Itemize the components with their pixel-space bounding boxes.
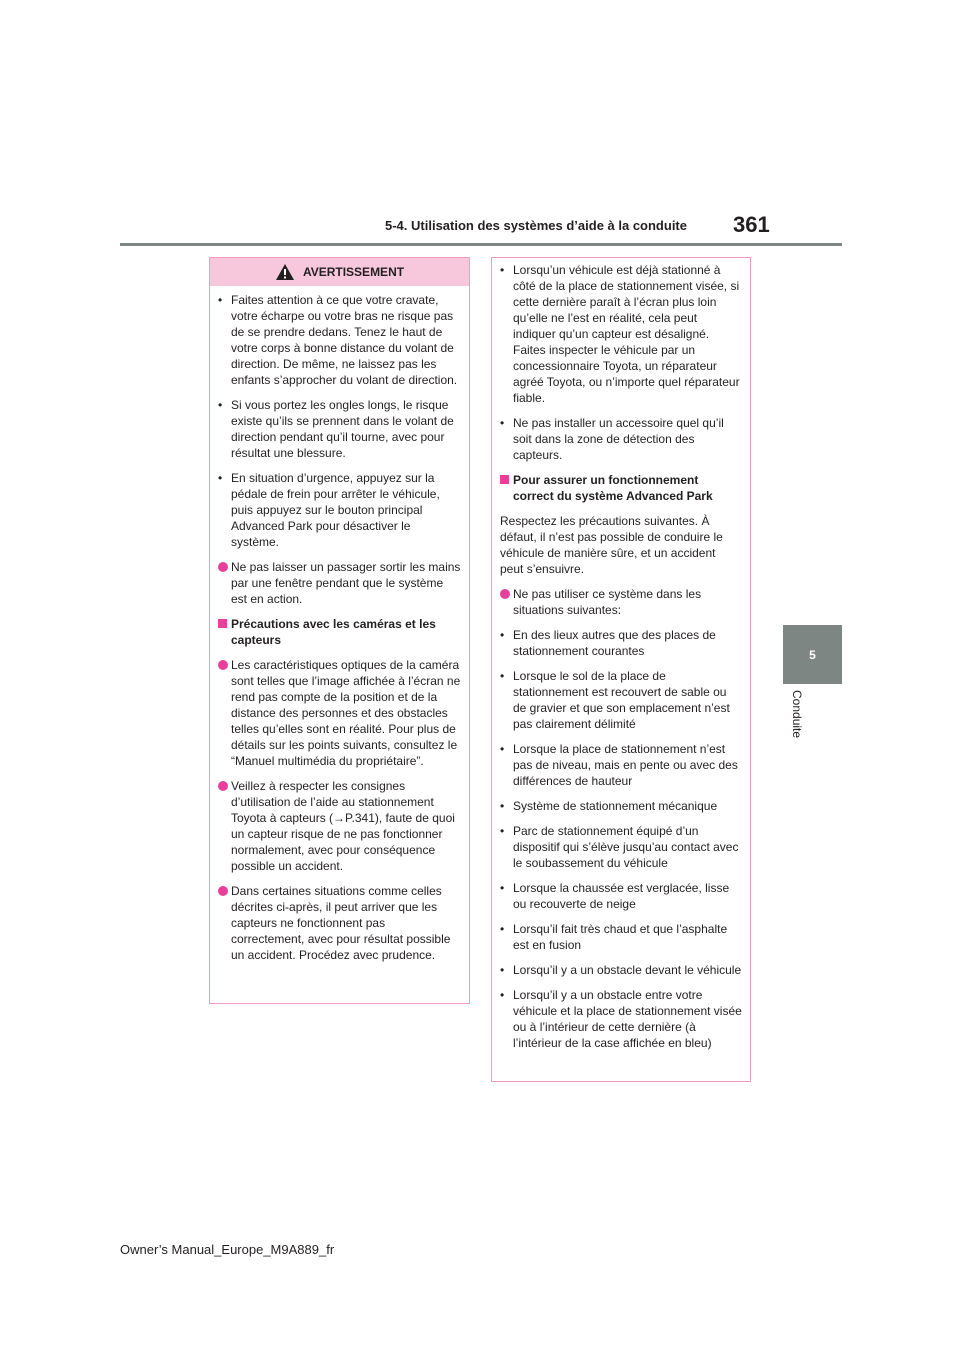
chapter-name: Conduite xyxy=(790,690,804,739)
warning-header xyxy=(210,258,469,286)
list-item xyxy=(500,987,742,1051)
item-text: En situation d’urgence, appuyez sur la pédale de frein pour arrêter le véhicule, puis appuyez sur le bouton principal Advanced Park pour désactiver le système. xyxy=(231,471,440,549)
item-text: Lorsque la place de stationnement n’est pas de niveau, mais en pente ou avec des différences de hauteur xyxy=(513,742,738,788)
item-text: Système de stationnement mécanique xyxy=(513,799,718,813)
footer-text: Owner’s Manual_Europe_M9A889_fr xyxy=(120,1242,335,1257)
paragraph xyxy=(500,513,742,577)
warning-box-left xyxy=(209,257,470,1004)
item-text: Ne pas utiliser ce système dans les situations suivantes: xyxy=(513,587,702,617)
list-item xyxy=(500,627,742,659)
item-text: Ne pas installer un accessoire quel qu’il soit dans la zone de détection des capteurs. xyxy=(513,416,724,462)
pink-dot-icon xyxy=(500,589,510,599)
item-text: Veillez à respecter les consignes d’utilisation de l’aide au stationnement Toyota à capteurs (→P.341), faute de quoi un capteur risque de ne pas fonctionner normalement, avec pour conséquence possible un accident. xyxy=(231,779,455,873)
bullet-icon: • xyxy=(500,416,505,430)
bullet-icon: • xyxy=(500,988,505,1002)
pink-dot-icon xyxy=(218,660,228,670)
warning-triangle-icon xyxy=(275,263,295,281)
pink-square-icon xyxy=(500,475,509,484)
chapter-number: 5 xyxy=(809,647,816,662)
left-content xyxy=(210,286,469,963)
list-item xyxy=(500,262,742,406)
item-text: Lorsque le sol de la place de stationnement est recouvert de sable ou de gravier et que son emplacement n’est pas clairement délimité xyxy=(513,669,730,731)
pink-dot-icon xyxy=(218,562,228,572)
section-heading xyxy=(218,616,461,648)
bullet-icon: • xyxy=(500,669,505,683)
list-item xyxy=(218,657,461,769)
section-heading xyxy=(500,472,742,504)
warning-label: AVERTISSEMENT xyxy=(302,265,405,279)
list-item xyxy=(500,415,742,463)
item-text: Les caractéristiques optiques de la caméra sont telles que l’image affichée à l’écran ne rend pas compte de la position et de la distance des personnes et des obstacles telles qu’elles sont en réalité. Pour plus de détails sur les points suivants, consultez le “Manuel multimédia du propriétaire”. xyxy=(231,658,461,768)
item-text: Lorsqu’il y a un obstacle devant le véhicule xyxy=(513,963,742,977)
item-text: Lorsqu’il fait très chaud et que l’asphalte est en fusion xyxy=(513,922,728,952)
item-text: Ne pas laisser un passager sortir les mains par une fenêtre pendant que le système est en action. xyxy=(231,560,461,606)
bullet-icon: • xyxy=(218,293,223,307)
page-number: 361 xyxy=(733,212,770,237)
bullet-icon: • xyxy=(218,471,223,485)
item-text: Lorsqu’il y a un obstacle entre votre véhicule et la place de stationnement visée ou à l’intérieur de cette dernière (à l’intérieur de la case affichée en bleu) xyxy=(513,988,742,1050)
bullet-icon: • xyxy=(500,963,505,977)
section-title: 5-4. Utilisation des systèmes d’aide à la conduite xyxy=(385,218,687,233)
list-item xyxy=(500,668,742,732)
right-content xyxy=(492,258,750,1051)
item-text: Respectez les précautions suivantes. À défaut, il n’est pas possible de conduire le véhicule de manière sûre, et un accident peut s’ensuivre. xyxy=(500,514,723,576)
list-item xyxy=(500,921,742,953)
list-item xyxy=(500,880,742,912)
header-rule xyxy=(120,243,842,246)
item-text: Si vous portez les ongles longs, le risque existe qu’ils se prennent dans le volant de direction pendant qu’il tourne, avec pour résultat une blessure. xyxy=(231,398,454,460)
item-text: Dans certaines situations comme celles décrites ci-après, il peut arriver que les capteurs ne fonctionnent pas correctement, avec pour résultat possible un accident. Procédez avec prudence. xyxy=(231,884,451,962)
item-text: Pour assurer un fonctionnement correct du système Advanced Park xyxy=(513,473,713,503)
item-text: Parc de stationnement équipé d’un dispositif qui s’élève jusqu’au contact avec le soubassement du véhicule xyxy=(513,824,739,870)
list-item xyxy=(500,586,742,618)
list-item xyxy=(218,397,461,461)
list-item xyxy=(500,823,742,871)
warning-box-right xyxy=(491,257,751,1082)
item-text: Faites attention à ce que votre cravate, votre écharpe ou votre bras ne risque pas de se prendre dedans. Tenez le haut de votre corps à bonne distance du volant de direction. De même, ne laissez pas les enfants s’approcher du volant de direction. xyxy=(231,293,458,387)
list-item xyxy=(218,883,461,963)
bullet-icon: • xyxy=(500,263,505,277)
bullet-icon: • xyxy=(500,922,505,936)
pink-dot-icon xyxy=(218,886,228,896)
bullet-icon: • xyxy=(500,628,505,642)
item-text: Lorsqu’un véhicule est déjà stationné à côté de la place de stationnement visée, si cette dernière paraît à l’écran plus loin qu’elle ne l’est en réalité, cela peut indiquer qu’un capteur est désaligné. Faites inspecter le véhicule par un concessionnaire Toyota, un réparateur agréé Toyota, ou n’importe quel réparateur fiable. xyxy=(513,263,740,405)
list-item xyxy=(500,741,742,789)
bullet-icon: • xyxy=(500,799,505,813)
list-item xyxy=(218,559,461,607)
bullet-icon: • xyxy=(500,742,505,756)
chapter-tab xyxy=(783,625,842,684)
list-item xyxy=(218,778,461,874)
pink-dot-icon xyxy=(218,781,228,791)
list-item xyxy=(500,962,742,978)
bullet-icon: • xyxy=(500,824,505,838)
bullet-icon: • xyxy=(500,881,505,895)
bullet-icon: • xyxy=(218,398,223,412)
list-item xyxy=(218,292,461,388)
item-text: Précautions avec les caméras et les capteurs xyxy=(231,617,436,647)
item-text: En des lieux autres que des places de stationnement courantes xyxy=(513,628,716,658)
pink-square-icon xyxy=(218,619,227,628)
item-text: Lorsque la chaussée est verglacée, lisse ou recouverte de neige xyxy=(513,881,730,911)
list-item xyxy=(218,470,461,550)
list-item xyxy=(500,798,742,814)
